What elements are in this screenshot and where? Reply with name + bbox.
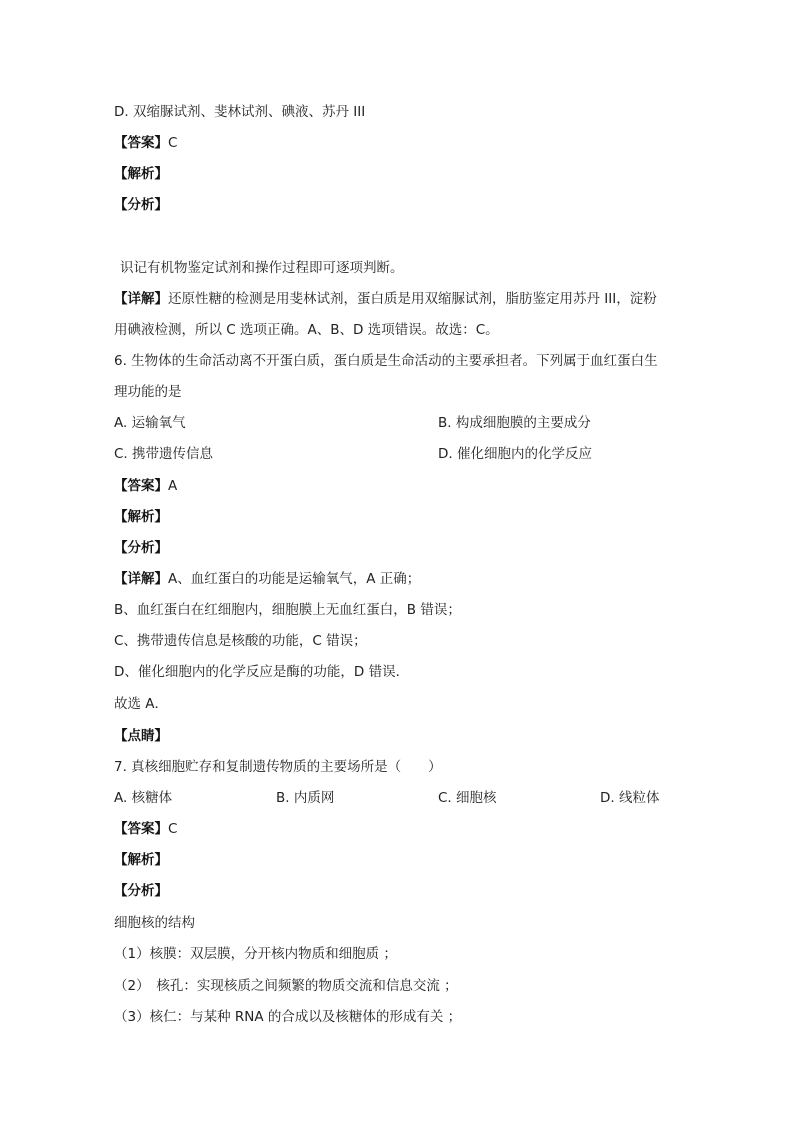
answer-value: A	[168, 478, 178, 494]
q6-option-c: C. 携带遗传信息	[114, 446, 214, 462]
q6-detail-d: D、催化细胞内的化学反应是酶的功能，D 错误．	[114, 664, 410, 680]
detail-label: 【详解】	[114, 291, 168, 307]
q6-option-d: D. 催化细胞内的化学反应	[438, 446, 592, 462]
answer-label: 【答案】	[114, 821, 168, 837]
q6-option-a: A. 运输氧气	[114, 415, 186, 431]
q6-option-b: B. 构成细胞膜的主要成分	[438, 415, 591, 431]
q6-analysis-label: 【解析】	[114, 509, 168, 525]
q7-fenxi-label: 【分析】	[114, 883, 168, 899]
detail-label: 【详解】	[114, 571, 168, 587]
q7-stem: 7. 真核细胞贮存和复制遗传物质的主要场所是（ ）	[114, 759, 442, 775]
answer-label: 【答案】	[114, 135, 168, 151]
answer-label: 【答案】	[114, 478, 168, 494]
q7-answer	[114, 819, 177, 839]
q5-detail-line2: 用碘液检测，所以 C 选项正确。A、B、D 选项错误。故选：C。	[114, 322, 499, 338]
q7-option-b: B. 内质网	[276, 790, 335, 806]
q5-answer	[114, 133, 177, 153]
q6-stem-line1: 6. 生物体的生命活动离不开蛋白质，蛋白质是生命活动的主要承担者。下列属于血红蛋白生	[114, 353, 658, 369]
answer-value: C	[168, 135, 178, 151]
q5-detail-line1	[114, 289, 657, 309]
answer-value: C	[168, 821, 178, 837]
q6-detail-a	[114, 569, 420, 589]
q7-point3: （3）核仁：与某种 RNA 的合成以及核糖体的形成有关 ；	[114, 1009, 462, 1025]
q6-detail-b: B、血红蛋白在红细胞内，细胞膜上无血红蛋白，B 错误；	[114, 602, 461, 618]
q5-summary: 识记有机物鉴定试剂和操作过程即可逐项判断。	[120, 260, 404, 276]
q7-option-a: A. 核糖体	[114, 790, 173, 806]
q7-point2: （2） 核孔：实现核质之间频繁的物质交流和信息交流 ；	[114, 978, 458, 994]
q6-fenxi-label: 【分析】	[114, 540, 168, 556]
detail-text: A、血红蛋白的功能是运输氧气，A 正确；	[168, 571, 421, 587]
q5-fenxi-label: 【分析】	[114, 197, 168, 213]
q6-conclusion: 故选 A．	[114, 696, 169, 712]
q7-option-d: D. 线粒体	[600, 790, 660, 806]
q7-analysis-label: 【解析】	[114, 852, 168, 868]
detail-text: 还原性糖的检测是用斐林试剂，蛋白质是用双缩脲试剂，脂肪鉴定用苏丹 III，淀粉	[168, 291, 657, 307]
q7-heading: 细胞核的结构	[114, 915, 195, 931]
q6-answer	[114, 476, 177, 496]
q7-point1: （1）核膜：双层膜，分开核内物质和细胞质 ；	[114, 946, 397, 962]
q5-analysis-label: 【解析】	[114, 166, 168, 182]
q7-option-c: C. 细胞核	[438, 790, 497, 806]
q6-stem-line2: 理功能的是	[114, 384, 182, 400]
q6-dianjing-label: 【点睛】	[114, 728, 168, 744]
q5-option-d: D. 双缩脲试剂、斐林试剂、碘液、苏丹 III	[114, 104, 366, 120]
q6-detail-c: C、携带遗传信息是核酸的功能，C 错误；	[114, 633, 367, 649]
